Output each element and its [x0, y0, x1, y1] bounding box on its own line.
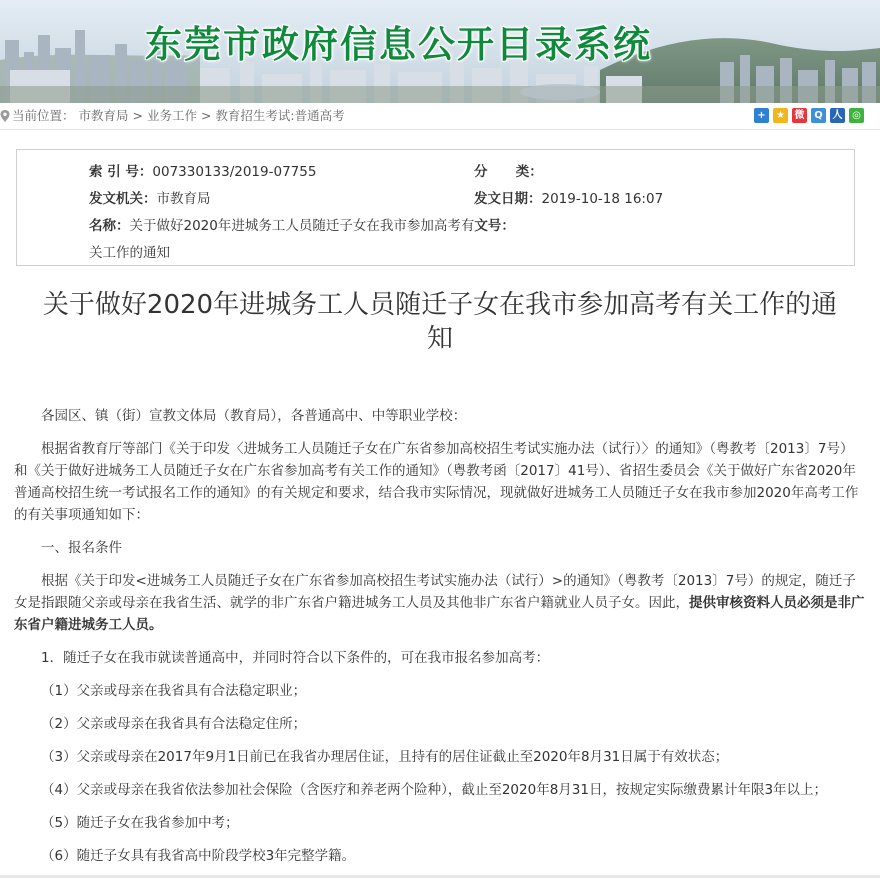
item-1: 1．随迁子女在我市就读普通高中，并同时符合以下条件的，可在我市报名参加高考： [41, 650, 550, 666]
meta-issuer [89, 187, 211, 207]
document-metadata-box [16, 149, 855, 266]
salutation: 各园区、镇（街）宣教文体局（教育局），各普通高中、中等职业学校： [41, 408, 467, 424]
breadcrumb-item-business[interactable]: 业务工作 [146, 108, 197, 123]
meta-index-label: 索 引 号： [89, 164, 153, 180]
meta-name-continued [89, 241, 170, 261]
breadcrumb-separator: > [200, 108, 216, 123]
meta-name-label: 名称： [89, 218, 130, 234]
meta-category [474, 160, 543, 180]
wechat-icon[interactable]: ◎ [849, 108, 864, 123]
breadcrumb-prefix: 当前位置： [12, 108, 75, 123]
meta-index-value: 007330133/2019-07755 [152, 164, 317, 180]
meta-name [89, 214, 515, 234]
meta-date [474, 187, 663, 207]
condition-5: （5）随迁子女在我省参加中考； [41, 815, 239, 831]
meta-index [89, 160, 316, 180]
document-title-line2: 知 [426, 324, 453, 354]
paragraph-definition-emphasis: 提供审核资料人员必须是非广东省户籍进城务工人员。 [14, 595, 865, 633]
tencent-weibo-icon[interactable]: Q [811, 108, 826, 123]
breadcrumb-item-exam[interactable]: 教育招生考试:普通高考 [215, 108, 345, 123]
share-plus-icon[interactable]: + [754, 108, 769, 123]
qzone-icon[interactable]: ★ [773, 108, 788, 123]
site-banner [0, 0, 880, 103]
meta-docno-label: 文号： [474, 218, 515, 234]
meta-date-label: 发文日期： [474, 191, 542, 207]
section-heading-conditions: 一、报名条件 [41, 540, 122, 556]
breadcrumb-bar [0, 103, 880, 130]
paragraph-basis: 根据省教育厅等部门《关于印发〈进城务工人员随迁子女在广东省参加高校招生考试实施办法（试行）〉的通知》（粤教考〔2013〕7号）和《关于做好进城务工人员随迁子女在广东省参加高考有关工作的通知》（粤教考函〔2017〕41号）、省招生委员会《关于做好广东省2020年普通高校招生统一考试报名工作的通知》的有关规定和要求，结合我市实际情况，现就做好进城务工人员随迁子女在我市参加2020年高考工作的有关事项通知如下： [14, 441, 859, 523]
paragraph-definition-text: 根据《关于印发<进城务工人员随迁子女在广东省参加高校招生考试实施办法（试行）>的通知》（粤教考〔2013〕7号）的规定，随迁子女是指跟随父亲或母亲在我省生活、就学的非广东省户籍进城务工人员及其他非广东省户籍就业人员子女。因此， [14, 573, 856, 611]
document-title [0, 288, 880, 356]
site-title: 东莞市政府信息公开目录系统 [145, 23, 652, 66]
meta-issuer-label: 发文机关： [89, 191, 157, 207]
weibo-icon[interactable]: 微 [792, 108, 807, 123]
condition-4: （4）父亲或母亲在我省依法参加社会保险（含医疗和养老两个险种），截止至2020年8月31日，按规定实际缴费累计年限3年以上； [41, 782, 828, 798]
meta-issuer-value: 市教育局 [156, 191, 211, 207]
meta-date-value: 2019-10-18 16:07 [541, 191, 664, 207]
condition-1: （1）父亲或母亲在我省具有合法稳定职业； [41, 683, 307, 699]
document-body [14, 405, 866, 867]
breadcrumb-separator: > [132, 108, 147, 123]
paragraph-definition [14, 570, 866, 636]
condition-6: （6）随迁子女具有我省高中阶段学校3年完整学籍。 [41, 848, 356, 864]
condition-3: （3）父亲或母亲在2017年9月1日前已在我省办理居住证，且持有的居住证截止至2020年8月31日属于有效状态； [41, 749, 729, 765]
breadcrumb [12, 103, 345, 129]
meta-name-value-line1: 关于做好2020年进城务工人员随迁子女在我市参加高考有 [129, 218, 475, 234]
meta-name-value-line2: 关工作的通知 [89, 245, 170, 261]
share-toolbar [754, 108, 864, 123]
location-pin-icon [0, 110, 10, 122]
document-title-line1: 关于做好2020年进城务工人员随迁子女在我市参加高考有关工作的通 [42, 290, 838, 320]
renren-icon[interactable]: 人 [830, 108, 845, 123]
meta-category-label: 分 类： [474, 164, 543, 180]
breadcrumb-item-bureau[interactable]: 市教育局 [78, 108, 129, 123]
condition-2: （2）父亲或母亲在我省具有合法稳定住所； [41, 716, 307, 732]
